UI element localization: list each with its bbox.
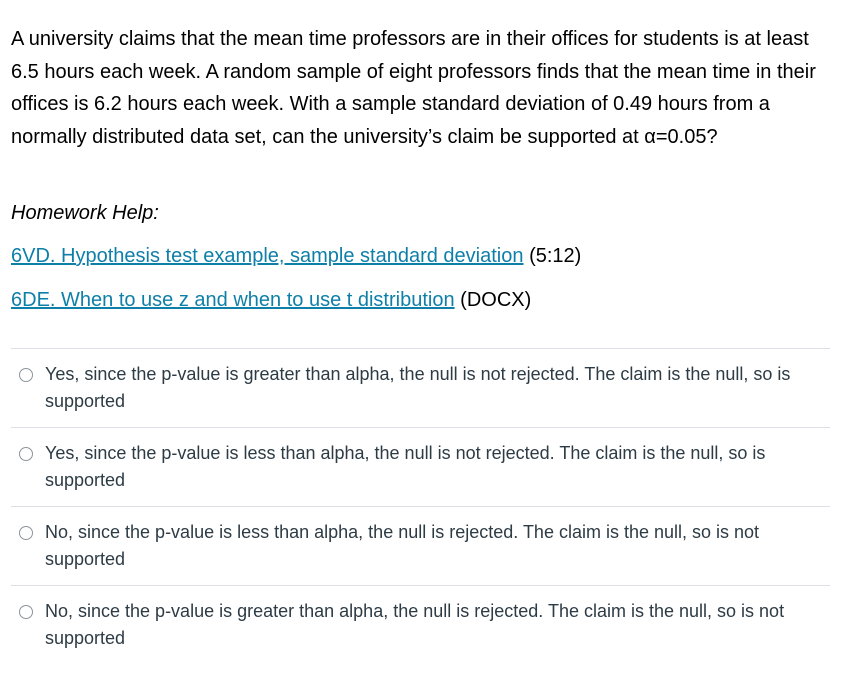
homework-help-item-docx [11,284,531,316]
answer-option-2[interactable] [11,427,830,506]
answer-option-1[interactable] [11,348,830,427]
docx-link[interactable]: 6DE. When to use z and when to use t distribution [11,289,455,311]
docx-link-suffix: (DOCX) [460,289,532,311]
question-text: A university claims that the mean time professors are in their offices for students is at least 6.5 hours each week. A random sample of eight professors finds that the mean time in their offices is 6.2 hours each week. With a sample standard deviation of 0.49 hours from a normally distributed data set, can the university’s claim be supported at α=0.05? [11,28,816,148]
video-link[interactable]: 6VD. Hypothesis test example, sample standard deviation [11,245,524,267]
answer-option-1-label: Yes, since the p-value is greater than alpha, the null is not rejected. The claim is the null, so is supported [45,364,791,411]
homework-help-item-video [11,240,581,272]
radio-button-3[interactable] [19,526,33,540]
homework-help-label: Homework Help: [11,202,159,224]
answer-option-3-label: No, since the p-value is less than alpha, the null is rejected. The claim is the null, so is not supported [45,522,760,569]
answer-option-3[interactable] [11,506,830,585]
radio-button-4[interactable] [19,605,33,619]
video-link-suffix: (5:12) [529,245,582,267]
answer-list [11,348,830,664]
answer-option-4-label: No, since the p-value is greater than alpha, the null is rejected. The claim is the null, so is not supported [45,601,785,648]
answer-option-2-label: Yes, since the p-value is less than alpha, the null is not rejected. The claim is the null, so is supported [45,443,766,490]
radio-button-1[interactable] [19,368,33,382]
answer-option-4[interactable] [11,585,830,664]
radio-button-2[interactable] [19,447,33,461]
